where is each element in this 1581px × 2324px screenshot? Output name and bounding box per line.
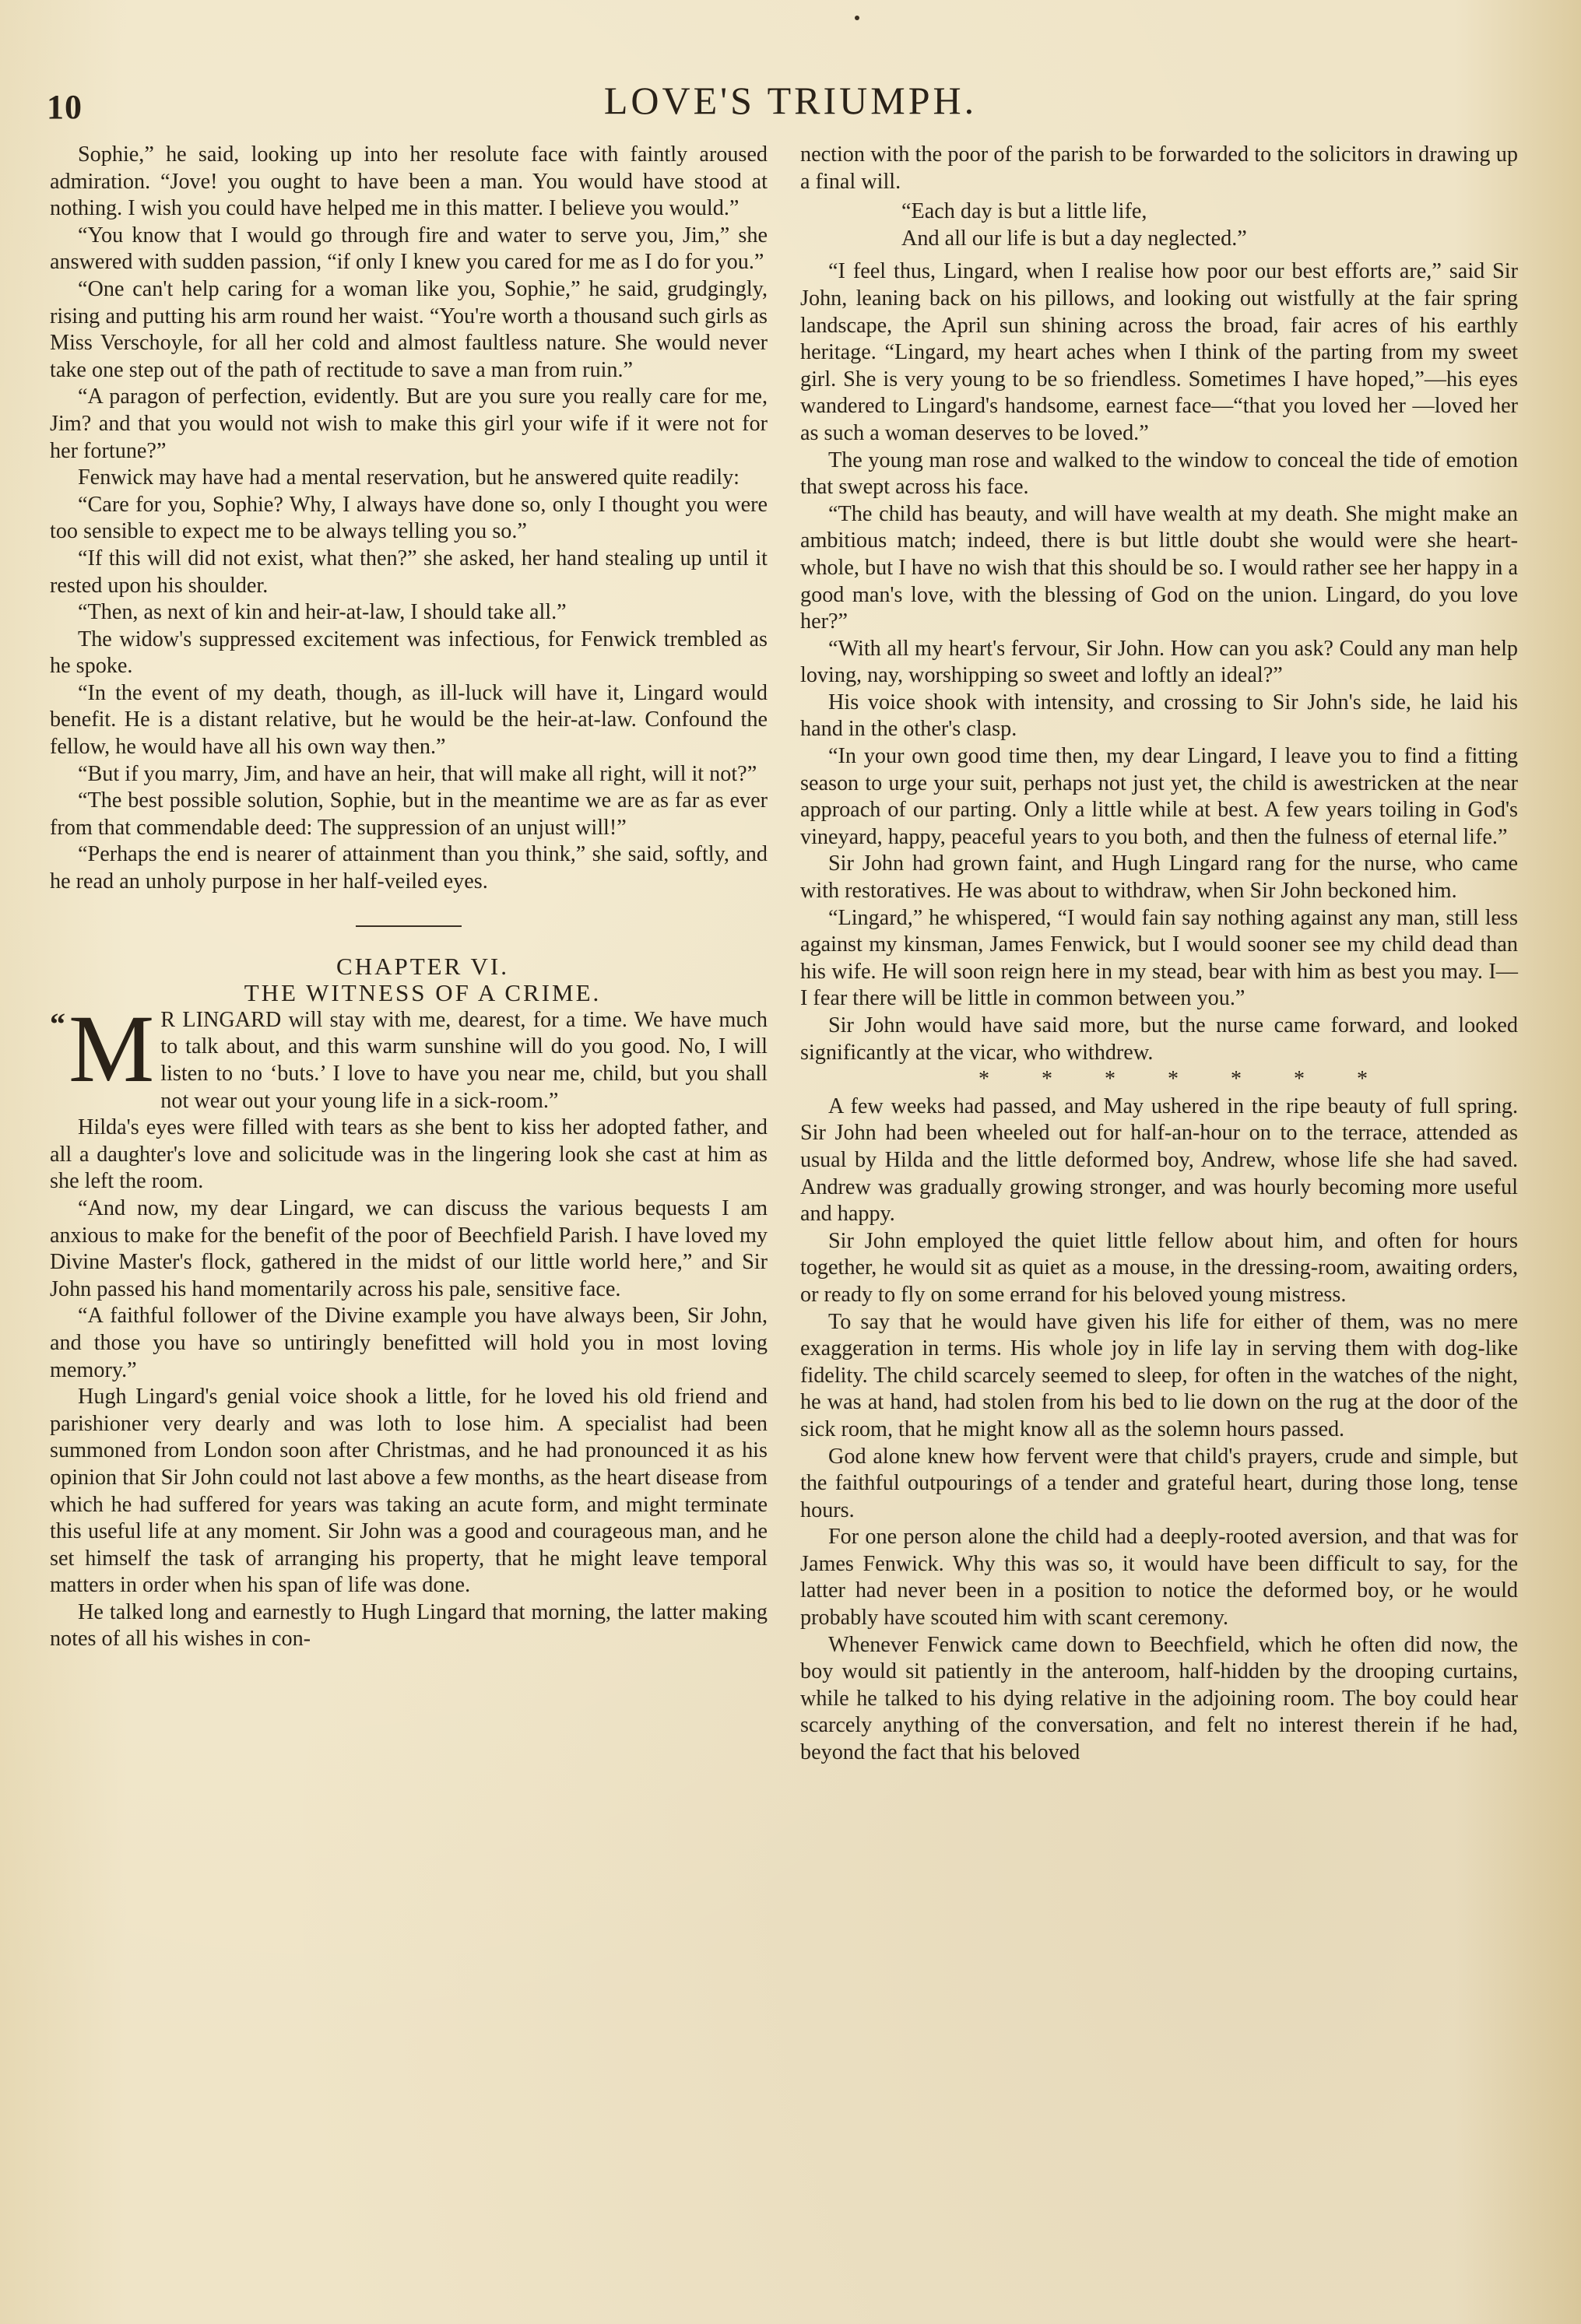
poem-quotation [800, 198, 1518, 252]
body-paragraph: “The child has beauty, and will have wealth at my death. She might make an ambitious match; indeed, there is but little doubt she would were she heart-whole, but I have no wish that this should be so. I would rather see her happy in a good man's love, with the blessing of God on the union. Lingard, do you love her?” [800, 501, 1518, 634]
body-paragraph: Whenever Fenwick came down to Beechfield, which he often did now, the boy would sit patiently in the anteroom, half-hidden by the drooping curtains, while he talked to his dying relative in the adjoining room. The boy could hear scarcely anything of the conversation, and felt no interest therein if he had, beyond the fact that his beloved [800, 1632, 1518, 1765]
body-paragraph: “In the event of my death, though, as ill-luck will have it, Lingard would benefit. He is a distant relative, but he would be the heir-at-law. Confound the fellow, he would have all his own way then.” [50, 680, 768, 760]
body-paragraph: Hilda's eyes were filled with tears as she bent to kiss her adopted father, and all a daughter's love and solicitude was in the lingering look she cast at him as she left the room. [50, 1115, 768, 1194]
dropcap-letter: M [69, 995, 155, 1102]
body-paragraph: Fenwick may have had a mental reservation, but he answered quite readily: [78, 465, 740, 490]
body-paragraph: Sophie,” he said, looking up into her resolute face with faintly aroused admiration. “Jove! you ought to have been a man. You would have stood at nothing. I wish you could have helped me in this matter. I believe you would.” [50, 142, 768, 221]
body-paragraph: “Then, as next of kin and heir-at-law, I should take all.” [78, 600, 567, 625]
chapter-number: CHAPTER VI. [336, 952, 509, 980]
body-paragraph: “A faithful follower of the Divine example you have always been, Sir John, and those you have so untiringly benefitted will hold you in most loving memory.” [50, 1304, 768, 1382]
body-paragraph: “The best possible solution, Sophie, but in the meantime we are as far as ever from that commendable deed: The suppression of an unjust will!” [50, 788, 768, 840]
body-paragraph: “In your own good time then, my dear Lingard, I leave you to find a fitting season to urge your suit, perhaps not just yet, the child is awestricken at the near approach of our parting. Only a little while at best. A few years toiling in God's vineyard, happy, peaceful years to you both, and then the fulness of eternal life.” [800, 744, 1518, 849]
body-paragraph: “One can't help caring for a woman like you, Sophie,” he said, grudgingly, rising and putting his arm round her waist. “You're worth a thousand such girls as Miss Verschoyle, for all her cold and almost faultless nature. She would never take one step out of the path of rectitude to save a man from ruin.” [50, 276, 768, 382]
body-paragraph: “Care for you, Sophie? Why, I always have done so, only I thought you were too sensible to expect me to be always telling you so.” [50, 492, 768, 544]
left-paragraphs-after-chapter [50, 1115, 768, 1653]
poem-line: And all our life is but a day neglected.” [901, 226, 1247, 251]
body-paragraph: “And now, my dear Lingard, we can discuss the various bequests I am anxious to make for the benefit of the poor of Beechfield Parish. I have loved my Divine Master's flock, gathered in the midst of our little world here,” and Sir John passed his hand momentarily across his pale, sensitive face. [50, 1195, 768, 1301]
dropcap-block [50, 995, 155, 1102]
body-paragraph: Sir John would have said more, but the nurse came forward, and looked significantly at the vicar, who withdrew. [800, 1013, 1518, 1065]
chapter-opening-paragraph [50, 995, 768, 1115]
page-number: 10 [47, 88, 83, 126]
body-paragraph: For one person alone the child had a deeply-rooted aversion, and that was for James Fenwick. Why this was so, it would have been difficult to say, for the latter had never been in a position to notice the deformed boy, or he would probably have scouted him with scant ceremony. [800, 1525, 1518, 1631]
body-paragraph: “Perhaps the end is nearer of attainment than you think,” she said, softly, and he read an unholy purpose in her half-veiled eyes. [50, 842, 768, 894]
continued-paragraph: nection with the poor of the parish to be forwarded to the solicitors in drawing up a final will. [800, 142, 1518, 194]
body-paragraph: Sir John employed the quiet little fellow about him, and often for hours together, he would sit as quiet as a mouse, in the dressing-room, awaiting orders, or ready to fly on some errand for his beloved young mistress. [800, 1228, 1518, 1307]
body-paragraph: To say that he would have given his life for either of them, was no mere exaggeration in terms. His whole joy in life lay in serving them with dog-like fidelity. The child scarcely seemed to sleep, for often in the watches of the night, he was at hand, had stolen from his bed to lie down on the rug at the door of the sick room, that he might know all as the solemn hours passed. [800, 1309, 1518, 1441]
body-paragraph: A few weeks had passed, and May ushered in the ripe beauty of full spring. Sir John had been wheeled out for half-an-hour on to the terrace, attended as usual by Hilda and the little deformed boy, Andrew, whose life she had saved. Andrew was gradually growing stronger, and was hourly becoming more useful and happy. [800, 1094, 1518, 1227]
body-paragraph: “With all my heart's fervour, Sir John. How can you ask? Could any man help loving, nay, worshipping so sweet and loftly an ideal?” [800, 636, 1518, 688]
left-column [50, 142, 768, 1653]
right-paragraphs-after-stars [800, 1094, 1518, 1767]
body-paragraph: “Lingard,” he whispered, “I would fain say nothing against any man, still less against my kinsman, James Fenwick, but I would sooner see my child dead than his wife. He will soon reign here in my stead, bear with him as best you may. I—I fear there will be little in common between you.” [800, 905, 1518, 1011]
body-paragraph: “If this will did not exist, what then?” she asked, her hand stealing up until it rested upon his shoulder. [50, 546, 768, 598]
body-paragraph: God alone knew how fervent were that child's prayers, crude and simple, but the faithful outpourings of a tender and grateful heart, during those long, tense hours. [800, 1444, 1518, 1522]
body-paragraph: “You know that I would go through fire and water to serve you, Jim,” she answered with sudden passion, “if only I knew you cared for me as I do for you.” [50, 223, 768, 275]
print-mark [855, 16, 859, 20]
dropcap-paragraph-text: R LINGARD will stay with me, dearest, for a time. We have much to talk about, and this warm sunshine will do you good. No, I will listen to no ‘buts.’ I love to have you near me, child, but you shall not wear out your young life in a sick-room.” [160, 1007, 768, 1113]
body-paragraph: Hugh Lingard's genial voice shook a little, for he loved his old friend and parishioner very dearly and was loth to lose him. A specialist had been summoned from London soon after Christmas, and he had pronounced it as his opinion that Sir John could not last above a few months, as the heart disease from which he had suffered for years was taking an acute form, and might terminate this useful life at any moment. Sir John was a good and courageous man, and he set himself the task of arranging his property, that he might leave temporal matters in order when his span of life was done. [50, 1385, 768, 1598]
body-paragraph: The widow's suppressed excitement was infectious, for Fenwick trembled as he spoke. [50, 627, 768, 679]
body-paragraph: “A paragon of perfection, evidently. But are you sure you really care for me, Jim? and that you would not wish to make this girl your wife if it were not for her fortune?” [50, 384, 768, 463]
body-paragraph: The young man rose and walked to the window to conceal the tide of emotion that swept across his face. [800, 448, 1518, 500]
body-paragraph: “I feel thus, Lingard, when I realise how poor our best efforts are,” said Sir John, leaning back on his pillows, and looking out wistfully at the fair spring landscape, the April sun shining across the broad, fair acres of his earthly heritage. “Lingard, my heart aches when I think of the parting from my sweet girl. She is very young to be so friendless. Sometimes I have hoped,”—his eyes wandered to Lingard's handsome, earnest face—“that you loved her —loved her as such a woman deserves to be loved.” [800, 259, 1518, 445]
section-divider-rule [356, 925, 462, 927]
body-paragraph: He talked long and earnestly to Hugh Lingard that morning, the latter making notes of all his wishes in con- [50, 1599, 768, 1652]
left-paragraphs-before-chapter [50, 142, 768, 896]
poem-line: “Each day is but a little life, [901, 199, 1147, 224]
right-column [800, 142, 1518, 1767]
body-paragraph: Sir John had grown faint, and Hugh Lingard rang for the nurse, who came with restoratives. He was about to withdraw, when Sir John beckoned him. [800, 851, 1518, 904]
body-paragraph: His voice shook with intensity, and crossing to Sir John's side, he laid his hand in the other's clasp. [800, 690, 1518, 742]
section-break-asterisks: * * * * * * * [978, 1067, 1368, 1092]
chapter-title: THE WITNESS OF A CRIME. [244, 979, 602, 1007]
running-head-title: LOVE'S TRIUMPH. [603, 79, 978, 122]
right-paragraphs-before-stars [800, 258, 1518, 1066]
body-paragraph: “But if you marry, Jim, and have an heir, that will make all right, will it not?” [78, 761, 757, 786]
dropcap-quote-mark: “ [50, 1006, 65, 1041]
